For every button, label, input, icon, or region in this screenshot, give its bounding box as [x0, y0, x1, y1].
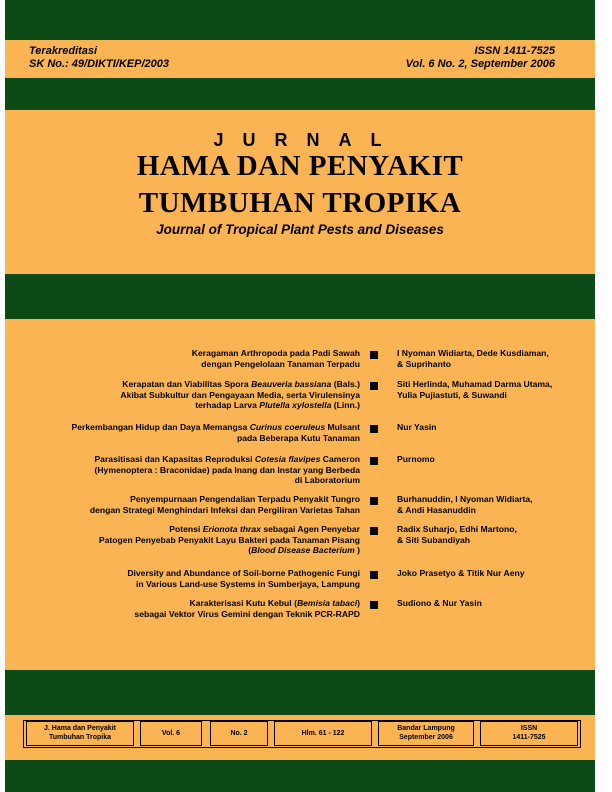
footer-journal-line1: J. Hama dan Penyakit: [44, 725, 116, 732]
article-authors: [397, 454, 577, 465]
square-bullet-icon: [370, 382, 378, 390]
journal-cover: [5, 0, 595, 792]
article-title: [30, 422, 360, 443]
article-authors-line: Yulia Pujiastuti, & Suwandi: [397, 389, 507, 400]
article-authors-line: Burhanuddin, I Nyoman Widiarta,: [397, 494, 533, 504]
footer-issn-label: ISSN: [520, 725, 538, 732]
lower-band: [5, 670, 595, 715]
accreditation-block: [29, 45, 169, 71]
header-band: [5, 78, 595, 110]
article-title-line: Karakterisasi Kutu Kebul (Bemisia tabaci): [189, 598, 360, 608]
jurnal-label: JURNAL: [213, 130, 401, 150]
article-authors-line: & Siti Subandiyah: [397, 534, 471, 545]
journal-title-line1: HAMA DAN PENYAKIT: [136, 150, 464, 182]
article-title: [30, 454, 360, 486]
footer-date: September 2006: [399, 734, 453, 741]
article-authors-line: & Suprihanto: [397, 358, 451, 369]
square-bullet-icon: [370, 497, 378, 505]
bottom-band: [5, 760, 595, 792]
footer-issn-cell: [480, 721, 578, 746]
square-bullet-icon: [370, 457, 378, 465]
article-title-line: Kerapatan dan Viabilitas Spora Beauveria bassiana (Bals.): [122, 379, 360, 389]
square-bullet-icon: [370, 351, 378, 359]
article-authors-line: Nur Yasin: [397, 422, 437, 432]
footer-number-cell: [210, 721, 268, 746]
article-title-line: sebagai Vektor Virus Gemini dengan Teknik PCR-RAPD: [134, 608, 360, 619]
journal-subtitle: Journal of Tropical Plant Pests and Diseases: [156, 222, 444, 237]
article-authors-line: I Nyoman Widiarta, Dede Kusdiaman,: [397, 348, 549, 358]
article-title-line: (Blood Disease Bacterium ): [248, 545, 360, 556]
article-title-line: Perkembangan Hidup dan Daya Memangsa Curinus coeruleus Mulsant: [71, 422, 360, 432]
footer-number: No. 2: [230, 730, 248, 737]
article-authors-line: Siti Herlinda, Muhamad Darma Utama,: [397, 379, 553, 389]
article-title: [30, 524, 360, 556]
article-authors: [397, 348, 577, 369]
article-authors: [397, 379, 577, 400]
top-band: [5, 0, 595, 40]
footer-volume: Vol. 6: [161, 730, 181, 737]
footer-volume-cell: [140, 721, 202, 746]
square-bullet-icon: [370, 425, 378, 433]
article-title-line: dengan Strategi Menghindari Infeksi dan Pergiliran Varietas Tahan: [89, 504, 360, 515]
article-title-line: Akibat Subkultur dan Pengayaan Media, serta Virulensinya: [120, 389, 360, 400]
issn-label: ISSN 1411-7525: [474, 45, 555, 57]
article-authors: [397, 598, 577, 609]
article-title-line: Parasitisasi dan Kapasitas Reproduksi Cotesia flavipes Cameron: [94, 454, 360, 464]
footer-pages: Hlm. 61 - 122: [301, 730, 345, 737]
article-authors-line: Radix Suharjo, Edhi Martono,: [397, 524, 517, 534]
volume-label: Vol. 6 No. 2, September 2006: [405, 58, 555, 70]
article-authors: [397, 422, 577, 433]
footer-journal-line2: Tumbuhan Tropika: [48, 734, 112, 741]
article-authors: [397, 494, 577, 515]
article-title-line: dengan Pengelolaan Tanaman Terpadu: [201, 358, 360, 369]
sk-number: SK No.: 49/DIKTI/KEP/2003: [29, 58, 169, 70]
article-title: [30, 348, 360, 369]
article-title-line: terhadap Larva Plutella xylostella (Linn.): [195, 400, 360, 411]
article-authors-line: & Andi Hasanuddin: [397, 504, 476, 515]
article-title: [30, 494, 360, 515]
footer-journal-cell: [26, 721, 134, 746]
article-authors-line: Purnomo: [397, 454, 435, 464]
footer-place-date-cell: [378, 721, 474, 746]
article-authors: [397, 568, 577, 579]
square-bullet-icon: [370, 571, 378, 579]
footer-place: Bandar Lampung: [397, 725, 455, 732]
article-title-line: Patogen Penyebab Penyakit Layu Bakteri pada Tanaman Pisang: [98, 534, 360, 545]
footer-pages-cell: [274, 721, 372, 746]
citation-footer: [23, 720, 581, 748]
accreditation-label: Terakreditasi: [29, 45, 98, 57]
square-bullet-icon: [370, 601, 378, 609]
article-title-line: Penyempurnaan Pengendalian Terpadu Penyakit Tungro: [130, 494, 360, 504]
article-authors-line: Sudiono & Nur Yasin: [397, 598, 482, 608]
article-title: [30, 379, 360, 411]
article-title-line: (Hymenoptera : Braconidae) pada Inang dan Instar yang Berbeda: [94, 464, 360, 475]
article-title-line: di Laboratorium: [294, 475, 360, 486]
article-authors: [397, 524, 577, 545]
article-title-line: in Various Land-use Systems in Sumberjaya, Lampung: [136, 578, 360, 589]
article-title-line: Keragaman Arthropoda pada Padi Sawah: [191, 348, 360, 358]
article-title-line: pada Beberapa Kutu Tanaman: [236, 432, 360, 443]
issue-info-block: [406, 45, 555, 71]
article-title-line: Diversity and Abundance of Soil-borne Pathogenic Fungi: [127, 568, 360, 578]
square-bullet-icon: [370, 527, 378, 535]
journal-title-line2: TUMBUHAN TROPIKA: [138, 187, 462, 219]
footer-issn-number: 1411-7525: [512, 734, 546, 741]
article-title: [30, 568, 360, 589]
middle-band: [5, 274, 595, 319]
article-title: [30, 598, 360, 619]
article-authors-line: Joko Prasetyo & Titik Nur Aeny: [397, 568, 525, 578]
article-title-line: Potensi Erionota thrax sebagai Agen Penyebar: [169, 524, 360, 534]
